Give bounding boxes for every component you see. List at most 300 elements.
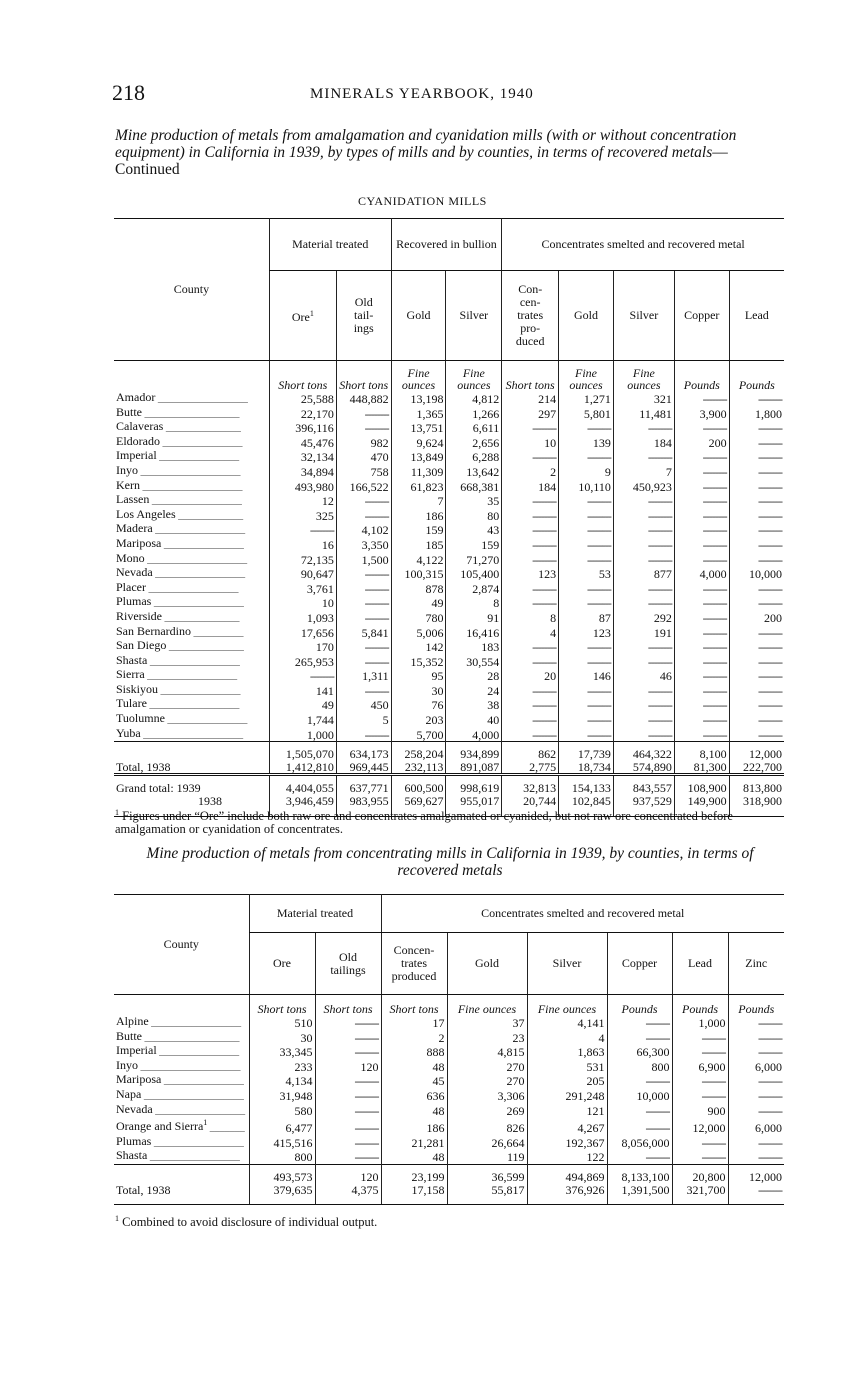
data-cell: 159 (391, 522, 446, 537)
data-cell: -------- (729, 522, 784, 537)
data-cell: -------- (672, 1135, 728, 1150)
data-cell: -------- (315, 1135, 381, 1150)
data-cell: -------- (613, 493, 674, 508)
county-label: San Bernardino (116, 624, 191, 638)
data-cell: 450,923 (613, 479, 674, 494)
table-row (114, 610, 784, 625)
data-cell: 16 (269, 537, 336, 552)
data-cell: 123 (559, 625, 614, 640)
data-cell: -------- (613, 581, 674, 596)
data-cell: 531 (527, 1059, 607, 1074)
data-cell: -------- (502, 654, 559, 669)
data-cell: -------- (502, 552, 559, 567)
data-cell: 49 (269, 697, 336, 712)
data-cell: -------- (613, 420, 674, 435)
ore-footnote-mark: 1 (309, 309, 314, 318)
table-row (114, 1103, 784, 1118)
data-cell: -------- (729, 552, 784, 567)
data-cell: -------- (502, 522, 559, 537)
grand-total-1939-row-cell: 813,800 (729, 775, 784, 795)
grand-total-1939-row-cell: 600,500 (391, 775, 446, 795)
data-cell: -------- (613, 552, 674, 567)
total-1938-row (114, 1184, 784, 1205)
data-cell: -------- (674, 493, 729, 508)
county-name (114, 668, 269, 683)
total-1938-row-label: Total, 1938 (116, 759, 171, 774)
unit-label: Fine ounces (391, 361, 446, 392)
unit-label: Short tons (269, 361, 336, 392)
data-cell: 186 (381, 1117, 447, 1135)
data-cell: 37 (447, 1015, 527, 1030)
data-cell: -------- (674, 595, 729, 610)
county-label: Mono (116, 551, 145, 565)
table-row (114, 566, 784, 581)
total-1939-row-cell: 12,000 (728, 1164, 784, 1183)
unit-label: Pounds (607, 995, 672, 1016)
total-1938-row-cell: -------- (728, 1184, 784, 1205)
table-row (114, 1044, 784, 1059)
data-cell: 3,900 (674, 406, 729, 421)
county-name (114, 697, 269, 712)
data-cell: -------- (559, 581, 614, 596)
concentrates-produced-header: Con-cen-trates pro-duced (502, 271, 559, 361)
county-name (114, 522, 269, 537)
county-name (114, 566, 269, 581)
ore-label: Ore (291, 310, 310, 324)
table-row (114, 1117, 784, 1135)
data-cell: -------- (336, 581, 391, 596)
data-cell: 45 (381, 1073, 447, 1088)
table-row (114, 552, 784, 567)
data-cell: 170 (269, 639, 336, 654)
material-treated-header-2: Material treated (249, 895, 381, 933)
data-cell: -------- (502, 420, 559, 435)
county-name (114, 654, 269, 669)
data-cell: 982 (336, 435, 391, 450)
county-name (114, 1030, 249, 1045)
data-cell: -------- (672, 1149, 728, 1164)
data-cell: 214 (502, 391, 559, 406)
data-cell: 297 (502, 406, 559, 421)
county-name (114, 727, 269, 742)
units-row (114, 361, 784, 392)
data-cell: -------- (502, 581, 559, 596)
data-cell: -------- (674, 479, 729, 494)
data-cell: -------- (502, 683, 559, 698)
data-cell: 3,306 (447, 1088, 527, 1103)
data-cell: 270 (447, 1059, 527, 1074)
data-cell: 2 (381, 1030, 447, 1045)
dot-leader: __________________ (148, 1017, 242, 1028)
data-cell: -------- (674, 668, 729, 683)
data-cell: -------- (672, 1030, 728, 1045)
county-label: Calaveras (116, 420, 164, 434)
data-cell: 493,980 (269, 479, 336, 494)
data-cell: -------- (607, 1149, 672, 1164)
data-cell: 8,056,000 (607, 1135, 672, 1150)
data-cell: -------- (559, 683, 614, 698)
data-cell: 4,141 (527, 1015, 607, 1030)
data-cell: 900 (672, 1103, 728, 1118)
data-cell: 66,300 (607, 1044, 672, 1059)
data-cell: -------- (674, 537, 729, 552)
data-cell: 6,477 (249, 1117, 315, 1135)
dot-leader: ________________ (160, 436, 243, 448)
data-cell: 636 (381, 1088, 447, 1103)
data-cell: 192,367 (527, 1135, 607, 1150)
county-name (114, 1117, 249, 1135)
data-cell: 33,345 (249, 1044, 315, 1059)
data-cell: 40 (446, 712, 502, 727)
data-cell: 13,849 (391, 449, 446, 464)
dot-leader: __________________ (146, 699, 240, 711)
grand-total-1938-row-cell: 955,017 (446, 795, 502, 816)
data-cell: 26,664 (447, 1135, 527, 1150)
county-label: Butte (116, 1029, 142, 1043)
data-cell: -------- (729, 449, 784, 464)
county-name (114, 493, 269, 508)
county-label: Napa (116, 1087, 142, 1101)
data-cell: 146 (559, 668, 614, 683)
data-cell: 4,267 (527, 1117, 607, 1135)
data-cell: 28 (446, 668, 502, 683)
data-cell: -------- (336, 595, 391, 610)
data-cell: -------- (559, 654, 614, 669)
unit-label: Fine ounces (527, 995, 607, 1016)
data-cell: 87 (559, 610, 614, 625)
data-cell: 203 (391, 712, 446, 727)
data-cell: 5,801 (559, 406, 614, 421)
data-cell: 142 (391, 639, 446, 654)
unit-label: Fine ounces (446, 361, 502, 392)
data-cell: -------- (729, 391, 784, 406)
grand-total-1939-row-cell: 4,404,055 (269, 775, 336, 795)
footnote-text: Figures under “Ore” include both raw ore and concentrates amalgamated or cyanided, but not raw ore concentrated before amalgamation or cyanidation of concentrates. (115, 809, 733, 837)
data-cell: 4,134 (249, 1073, 315, 1088)
grand-total-1939-row-cell: 108,900 (674, 775, 729, 795)
table1-subtitle: CYANIDATION MILLS (358, 194, 487, 208)
table-row (114, 1149, 784, 1164)
data-cell: -------- (613, 639, 674, 654)
data-cell: -------- (315, 1117, 381, 1135)
total-1938-row-cell: 1,391,500 (607, 1184, 672, 1205)
data-cell: 25,588 (269, 391, 336, 406)
data-cell: 415,516 (249, 1135, 315, 1150)
data-cell: -------- (613, 727, 674, 742)
data-cell: -------- (674, 552, 729, 567)
units-blank (114, 995, 249, 1016)
county-label: Sierra (116, 668, 145, 682)
grand-total-1939-row-label: Grand total: 1939 (114, 775, 269, 795)
data-cell: -------- (336, 420, 391, 435)
dot-leader: __________________ (147, 1151, 240, 1163)
data-cell: -------- (559, 552, 614, 567)
data-cell: 6,000 (728, 1117, 784, 1135)
data-cell: 22,170 (269, 406, 336, 421)
data-cell: -------- (729, 493, 784, 508)
county-name (114, 552, 269, 567)
concentrates-produced-header-2: Concen-trates produced (381, 933, 447, 995)
data-cell: 90,647 (269, 566, 336, 581)
data-cell: -------- (674, 464, 729, 479)
data-cell: 4,000 (674, 566, 729, 581)
data-cell: 510 (249, 1015, 315, 1030)
data-cell: -------- (336, 727, 391, 742)
data-cell: 45,476 (269, 435, 336, 450)
conc-gold-header: Gold (559, 271, 614, 361)
dot-leader: ____________________ (144, 553, 248, 565)
data-cell: 6,288 (446, 449, 502, 464)
data-cell: -------- (607, 1103, 672, 1118)
data-cell: -------- (728, 1073, 784, 1088)
county-label: Butte (116, 405, 142, 419)
data-cell: 38 (446, 697, 502, 712)
data-cell: 10 (502, 435, 559, 450)
data-cell: -------- (729, 464, 784, 479)
data-cell: 123 (502, 566, 559, 581)
grand-total-1939-row-cell: 843,557 (613, 775, 674, 795)
data-cell: 30,554 (446, 654, 502, 669)
data-cell: 1,500 (336, 552, 391, 567)
data-cell: 1,000 (672, 1015, 728, 1030)
total-1939-row-cell: 934,899 (446, 742, 502, 761)
table-row (114, 697, 784, 712)
units-row (114, 995, 784, 1016)
grand-total-1938-row-cell: 20,744 (502, 795, 559, 816)
data-cell: -------- (613, 712, 674, 727)
table-row (114, 668, 784, 683)
bullion-gold-header: Gold (391, 271, 446, 361)
data-cell: 450 (336, 697, 391, 712)
total-1939-row-cell: 12,000 (729, 742, 784, 761)
data-cell: -------- (315, 1044, 381, 1059)
table-row (114, 479, 784, 494)
lead-header: Lead (729, 271, 784, 361)
data-cell: -------- (559, 493, 614, 508)
data-cell: 291,248 (527, 1088, 607, 1103)
concentrates-header: Concentrates smelted and recovered metal (502, 219, 784, 271)
unit-label: Short tons (336, 361, 391, 392)
data-cell: -------- (559, 522, 614, 537)
material-treated-header: Material treated (269, 219, 391, 271)
footnote-mark: 1 (115, 808, 119, 817)
county-label: Alpine (116, 1015, 149, 1028)
data-cell: -------- (336, 508, 391, 523)
data-cell: 17,656 (269, 625, 336, 640)
county-name (114, 625, 269, 640)
dot-leader: ____________________ (140, 728, 244, 740)
county-label: Orange and Sierra (116, 1119, 204, 1134)
data-cell: -------- (315, 1030, 381, 1045)
data-cell: -------- (674, 712, 729, 727)
data-cell: -------- (674, 654, 729, 669)
data-cell: 4,122 (391, 552, 446, 567)
total-1939-row (114, 1164, 784, 1183)
total-1938-row-cell: 321,700 (672, 1184, 728, 1205)
total-1939-row-cell: 23,199 (381, 1164, 447, 1183)
data-cell: 12,000 (672, 1117, 728, 1135)
unit-label: Short tons (249, 995, 315, 1016)
dot-leader: __________________ (145, 582, 239, 594)
data-cell: -------- (336, 639, 391, 654)
dot-leader: __________________ (155, 393, 248, 404)
total-1939-row-cell: 36,599 (447, 1164, 527, 1183)
data-cell: 826 (447, 1117, 527, 1135)
county-name (114, 1103, 249, 1118)
data-cell: 668,381 (446, 479, 502, 494)
total-1939-row-cell: 258,204 (391, 742, 446, 761)
dot-leader: __________ (190, 626, 244, 638)
data-cell: 1,744 (269, 712, 336, 727)
county-name (114, 639, 269, 654)
data-cell: 11,309 (391, 464, 446, 479)
data-cell: 5,700 (391, 727, 446, 742)
total-1939-row-cell: 494,869 (527, 1164, 607, 1183)
data-cell: 7 (613, 464, 674, 479)
cyanidation-table (114, 218, 784, 817)
data-cell: -------- (728, 1103, 784, 1118)
footnote-mark-2: 1 (115, 1214, 119, 1223)
unit-label: Pounds (672, 995, 728, 1016)
data-cell: -------- (728, 1044, 784, 1059)
data-cell: -------- (672, 1088, 728, 1103)
table2-footnote (115, 1212, 785, 1229)
data-cell: 95 (391, 668, 446, 683)
county-label: Nevada (116, 566, 153, 580)
table-row (114, 1030, 784, 1045)
recovered-bullion-header: Recovered in bullion (391, 219, 502, 271)
data-cell: 325 (269, 508, 336, 523)
data-cell: -------- (502, 493, 559, 508)
data-cell: 9 (559, 464, 614, 479)
table2-caption: Mine production of metals from concentrating mills in California in 1939, by counties, in terms of recovered metals (146, 845, 754, 879)
data-cell: -------- (315, 1149, 381, 1164)
county-label: Madera (116, 522, 153, 536)
data-cell: -------- (559, 449, 614, 464)
data-cell: -------- (674, 683, 729, 698)
table-row (114, 537, 784, 552)
grand-total-1939-row-cell: 154,133 (559, 775, 614, 795)
data-cell: 31,948 (249, 1088, 315, 1103)
data-cell: -------- (502, 595, 559, 610)
data-cell: 4,102 (336, 522, 391, 537)
data-cell: -------- (729, 639, 784, 654)
table-row (114, 625, 784, 640)
county-label: Shasta (116, 653, 148, 667)
data-cell: 105,400 (446, 566, 502, 581)
copper-header: Copper (674, 271, 729, 361)
dot-leader: __________________ (144, 670, 238, 682)
data-cell: 205 (527, 1073, 607, 1088)
table-row (114, 420, 784, 435)
data-cell: -------- (559, 727, 614, 742)
data-cell: 265,953 (269, 654, 336, 669)
data-cell: -------- (729, 595, 784, 610)
dot-leader: _____________ (175, 509, 244, 521)
grand-total-1938-row-cell: 983,955 (336, 795, 391, 816)
grand-total-1939-row (114, 775, 784, 795)
dot-leader: ________________ (158, 684, 241, 696)
copper-header-2: Copper (607, 933, 672, 995)
dot-leader: ____________________ (138, 465, 241, 477)
county-label: Nevada (116, 1102, 153, 1116)
data-cell: -------- (559, 420, 614, 435)
running-head: MINERALS YEARBOOK, 1940 (310, 86, 534, 102)
data-cell: 8 (446, 595, 502, 610)
total-1938-row-cell: 379,635 (249, 1184, 315, 1205)
total-1939-row-cell: 8,100 (674, 742, 729, 761)
data-cell: 1,266 (446, 406, 502, 421)
data-cell: -------- (674, 727, 729, 742)
unit-label: Short tons (315, 995, 381, 1016)
bullion-silver-header: Silver (446, 271, 502, 361)
county-label: Mariposa (116, 536, 162, 550)
data-cell: -------- (728, 1015, 784, 1030)
data-cell: 200 (674, 435, 729, 450)
total-1938-row (114, 761, 784, 775)
grand-total-1938-row-cell: 318,900 (729, 795, 784, 816)
data-cell: 91 (446, 610, 502, 625)
dot-leader: _______ (207, 1122, 245, 1134)
data-cell: 270 (447, 1073, 527, 1088)
data-cell: 878 (391, 581, 446, 596)
data-cell: 4,000 (446, 727, 502, 742)
county-name (114, 581, 269, 596)
data-cell: 1,093 (269, 610, 336, 625)
county-label: Mariposa (116, 1073, 162, 1087)
data-cell: 5,841 (336, 625, 391, 640)
zinc-header-2: Zinc (728, 933, 784, 995)
dot-leader: ________________ (164, 714, 248, 726)
data-cell: 800 (249, 1149, 315, 1164)
concentrating-table (114, 894, 784, 1205)
table-row (114, 493, 784, 508)
county-label: Placer (116, 580, 146, 594)
data-cell: -------- (315, 1103, 381, 1118)
conc-silver-header: Silver (613, 271, 674, 361)
table-row (114, 639, 784, 654)
grand-total-1938-row-cell: 3,946,459 (269, 795, 336, 816)
data-cell: -------- (502, 639, 559, 654)
data-cell: -------- (336, 566, 391, 581)
data-cell: -------- (559, 508, 614, 523)
data-cell: -------- (729, 668, 784, 683)
county-name (114, 391, 269, 406)
data-cell: 12 (269, 493, 336, 508)
unit-label: Pounds (728, 995, 784, 1016)
page-number: 218 (112, 80, 145, 105)
dot-leader: __________________ (151, 597, 244, 609)
data-cell: 3,350 (336, 537, 391, 552)
data-cell: 183 (446, 639, 502, 654)
ore-header (269, 271, 336, 361)
dot-leader: __________________ (152, 1104, 246, 1116)
data-cell: 13,198 (391, 391, 446, 406)
county-name (114, 595, 269, 610)
data-cell: 800 (607, 1059, 672, 1074)
data-cell: -------- (729, 727, 784, 742)
dot-leader: ________________ (156, 451, 240, 463)
data-cell: 888 (381, 1044, 447, 1059)
grand-total-1938-row-cell: 102,845 (559, 795, 614, 816)
grand-total-1939-row-cell: 32,813 (502, 775, 559, 795)
dot-leader: ___________________ (142, 407, 240, 419)
data-cell: 30 (391, 683, 446, 698)
total-1938-row-cell: 574,890 (613, 761, 674, 775)
data-cell: 43 (446, 522, 502, 537)
data-cell: -------- (336, 683, 391, 698)
data-cell: -------- (729, 508, 784, 523)
